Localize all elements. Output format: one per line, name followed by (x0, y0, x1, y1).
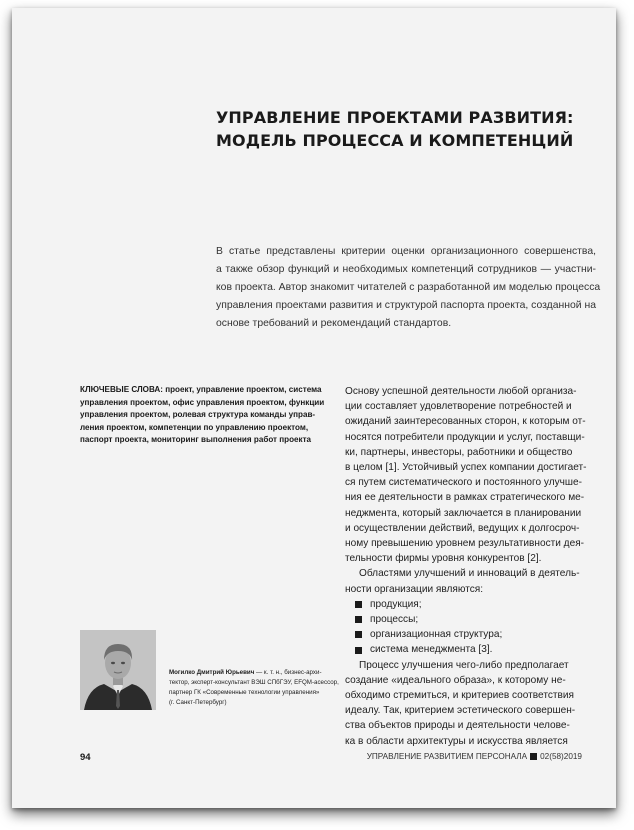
body-line: идеалу. Так, критерием эстетического совершен- (345, 705, 576, 717)
body-line: Процесс улучшения чего-либо предполагает (359, 659, 569, 671)
body-line: ства объектов природы и деятельности челове- (345, 720, 570, 732)
list-item (345, 597, 595, 612)
page-number: 94 (80, 752, 91, 763)
body-line: ка в области архитектуры и искусства является (345, 735, 568, 747)
body-line: носятся потребители продукции и услуг, поставщи- (345, 431, 585, 443)
author-info (169, 668, 339, 708)
keywords-line: ления проектом, компетенции по управлению проектом, (80, 422, 309, 432)
body-line: неджмента, который заключается в планировании (345, 507, 582, 519)
body-line: создание «идеального образа», к которому не- (345, 674, 566, 686)
abstract-line: а также обзор функций и необходимых компетенций сотрудников — участни- (216, 264, 596, 275)
article-abstract (216, 243, 601, 333)
body-line: ности организации являются: (345, 583, 484, 595)
body-paragraph (345, 384, 595, 566)
keywords-line: управления проектом, ролевая структура команды управ- (80, 410, 316, 419)
body-line: и осуществлении действий, ведущих к долгосроч- (345, 522, 580, 534)
journal-page (12, 8, 616, 808)
author-line: партнер ГК «Современные технологии управления» (169, 689, 320, 696)
list-item-text: организационная структура; (370, 629, 503, 641)
body-line: ному превышению уровнем результативности дея- (345, 538, 585, 550)
abstract-line: основе требований и рекомендаций стандартов. (216, 318, 452, 329)
keywords-line: управления проектом, офис управления проектом, функции (80, 397, 325, 407)
list-item (345, 642, 595, 657)
square-separator-icon (530, 753, 537, 760)
author-line (169, 668, 339, 678)
article-title-line: МОДЕЛЬ ПРОЦЕССА И КОМПЕТЕНЦИЙ (216, 131, 574, 150)
article-body (345, 384, 595, 749)
list-item-text: процессы; (370, 614, 419, 626)
square-bullet-icon (355, 631, 362, 638)
body-line: в целом [1]. Устойчивый успех компании достигает- (345, 462, 587, 474)
list-item (345, 612, 595, 627)
article-title (216, 106, 596, 152)
body-line: тельности фирмы уровня конкурентов [2]. (345, 553, 542, 565)
body-paragraph (345, 566, 595, 596)
author-portrait-icon (80, 630, 156, 710)
body-line: ки, партнеры, инвесторы, работники и общество (345, 446, 573, 458)
journal-footer (367, 752, 582, 761)
journal-issue: 02(58)2019 (540, 752, 582, 761)
body-line: ции составляет удовлетворение потребностей и (345, 401, 572, 413)
keywords-line: паспорт проекта, мониторинг выполнения работ проекта (80, 435, 312, 444)
abstract-line: В статье представлены критерии оценки организационного совершенства, (216, 246, 596, 257)
keywords-block (80, 384, 340, 447)
body-line: обходимо стремиться, и критериев соответствия (345, 690, 574, 702)
list-item (345, 627, 595, 642)
author-name: Могилко Дмитрий Юрьевич (169, 669, 255, 676)
article-title-line: УПРАВЛЕНИЕ ПРОЕКТАМИ РАЗВИТИЯ: (216, 108, 574, 127)
keywords-line: КЛЮЧЕВЫЕ СЛОВА: проект, управление проектом, система (80, 385, 322, 394)
square-bullet-icon (355, 616, 362, 623)
improvement-areas-list (345, 597, 595, 658)
abstract-line: ков проекта. Автор знакомит читателей с разработанной им моделью процесса (216, 282, 601, 293)
author-details: — к. т. н., бизнес-архи- (254, 669, 322, 676)
body-line: Областями улучшений и инноваций в деятель- (359, 568, 580, 580)
author-photo (80, 630, 156, 710)
body-line: Основу успешной деятельности любой организа- (345, 386, 577, 397)
body-line: ожиданий заинтересованных сторон, к которым от- (345, 416, 586, 428)
body-paragraph (345, 658, 595, 749)
square-bullet-icon (355, 647, 362, 654)
author-line: (г. Санкт-Петербург) (169, 699, 227, 706)
body-line: ся путем систематического и постоянного улучше- (345, 477, 582, 489)
list-item-text: продукция; (370, 598, 422, 610)
list-item-text: система менеджмента [3]. (370, 644, 493, 656)
abstract-line: управления проектами развития и структурой паспорта проекта, созданной на (216, 300, 596, 311)
author-line: тектор, эксперт-консультант ВЭШ СПбГЭУ, EFQM-асессор, (169, 679, 339, 686)
journal-name: УПРАВЛЕНИЕ РАЗВИТИЕМ ПЕРСОНАЛА (366, 752, 528, 761)
body-line: ния ее деятельности в рамках стратегического ме- (345, 492, 585, 504)
square-bullet-icon (355, 601, 362, 608)
